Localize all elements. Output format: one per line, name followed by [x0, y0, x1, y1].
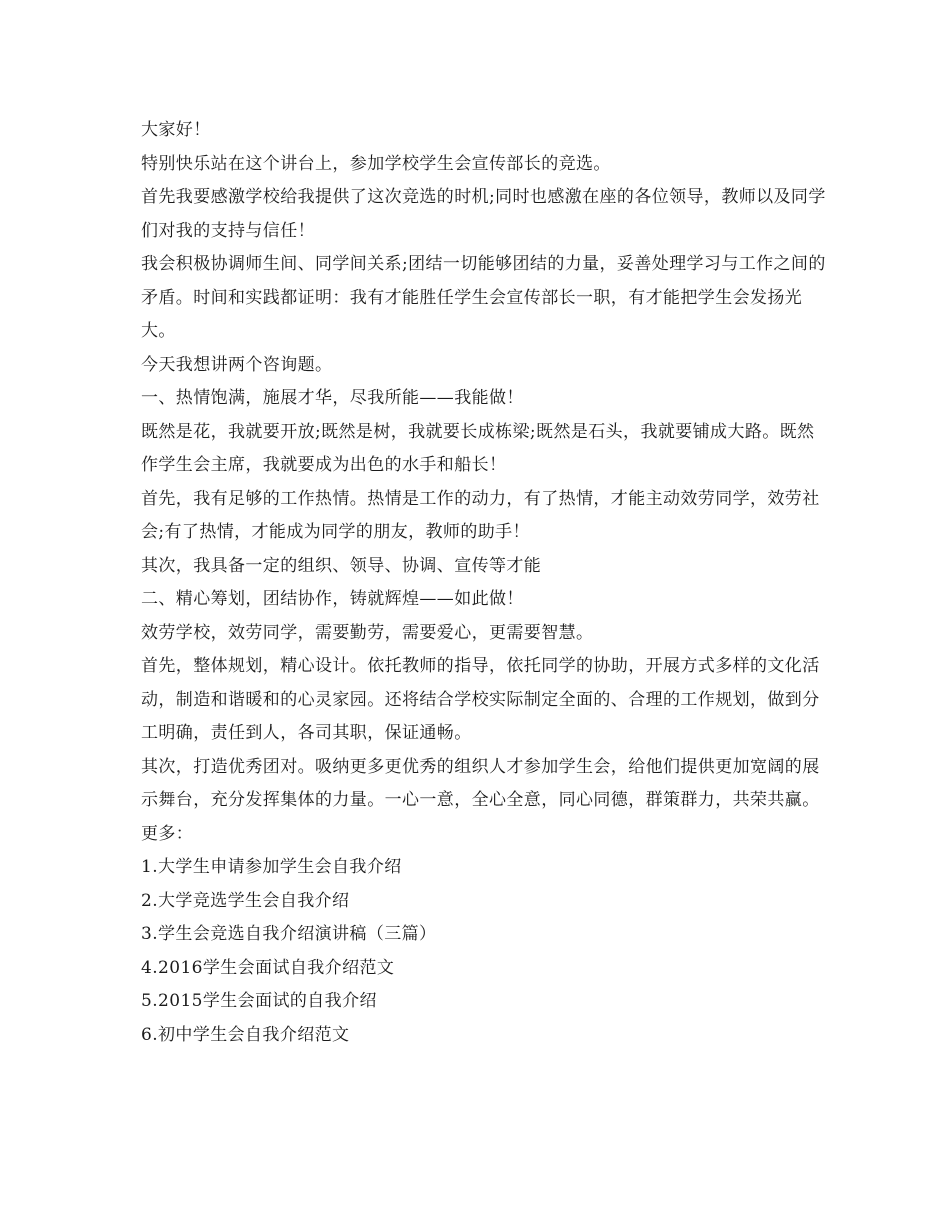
heading-section-one: 一、热情饱满，施展才华，尽我所能——我能做！	[141, 388, 524, 408]
paragraph-team: 其次，打造优秀团对。吸纳更多更优秀的组织人才参加学生会，给他们提供更加宽阔的展示舞台，充分发挥集体的力量。一心一意，全心全意，同心同德，群策群力，共荣共赢。	[141, 756, 820, 810]
paragraph-planning: 首先，整体规划，精心设计。依托教师的指导，依托同学的协助，开展方式多样的文化活动，制造和谐暖和的心灵家园。还将结合学校实际制定全面的、合理的工作规划，做到分工明确，责任到人，各司其职，保证通畅。	[141, 656, 820, 743]
related-links-list	[141, 851, 831, 1052]
related-link[interactable]: 5.2015学生会面试的自我介绍	[141, 991, 377, 1011]
related-link[interactable]: 4.2016学生会面试自我介绍范文	[141, 957, 395, 978]
paragraph-commitment: 我会积极协调师生间、同学间关系;团结一切能够团结的力量，妥善处理学习与工作之间的矛盾。时间和实践都证明：我有才能胜任学生会宣传部长一职，有才能把学生会发扬光大。	[141, 254, 826, 341]
document-body	[141, 114, 831, 1052]
heading-section-two: 二、精心筹划，团结协作，铸就辉煌——如此做！	[141, 589, 524, 609]
paragraph-metaphor: 既然是花，我就要开放;既然是树，我就要长成栋梁;既然是石头，我就要铺成大路。既然作学生会主席，我就要成为出色的水手和船长！	[141, 421, 815, 475]
related-link[interactable]: 3.学生会竞选自我介绍演讲稿（三篇）	[141, 924, 437, 944]
paragraph-thanks: 首先我要感激学校给我提供了这次竞选的时机;同时也感激在座的各位领导，教师以及同学们对我的支持与信任！	[141, 187, 826, 241]
related-link[interactable]: 1.大学生申请参加学生会自我介绍	[141, 857, 402, 877]
related-link[interactable]: 2.大学竞选学生会自我介绍	[141, 890, 350, 911]
paragraph-topics: 今天我想讲两个咨询题。	[141, 354, 333, 375]
paragraph-serve: 效劳学校，效劳同学，需要勤劳，需要爱心，更需要智慧。	[141, 622, 594, 643]
paragraph-intro: 特别快乐站在这个讲台上，参加学校学生会宣传部长的竞选。	[141, 153, 611, 174]
greeting: 大家好！	[141, 120, 211, 140]
paragraph-abilities: 其次，我具备一定的组织、领导、协调、宣传等才能	[141, 555, 542, 576]
more-label: 更多：	[141, 823, 194, 844]
paragraph-enthusiasm: 首先，我有足够的工作热情。热情是工作的动力，有了热情，才能主动效劳同学，效劳社会;有了热情，才能成为同学的朋友，教师的助手！	[141, 488, 820, 542]
related-link[interactable]: 6.初中学生会自我介绍范文	[141, 1024, 350, 1045]
